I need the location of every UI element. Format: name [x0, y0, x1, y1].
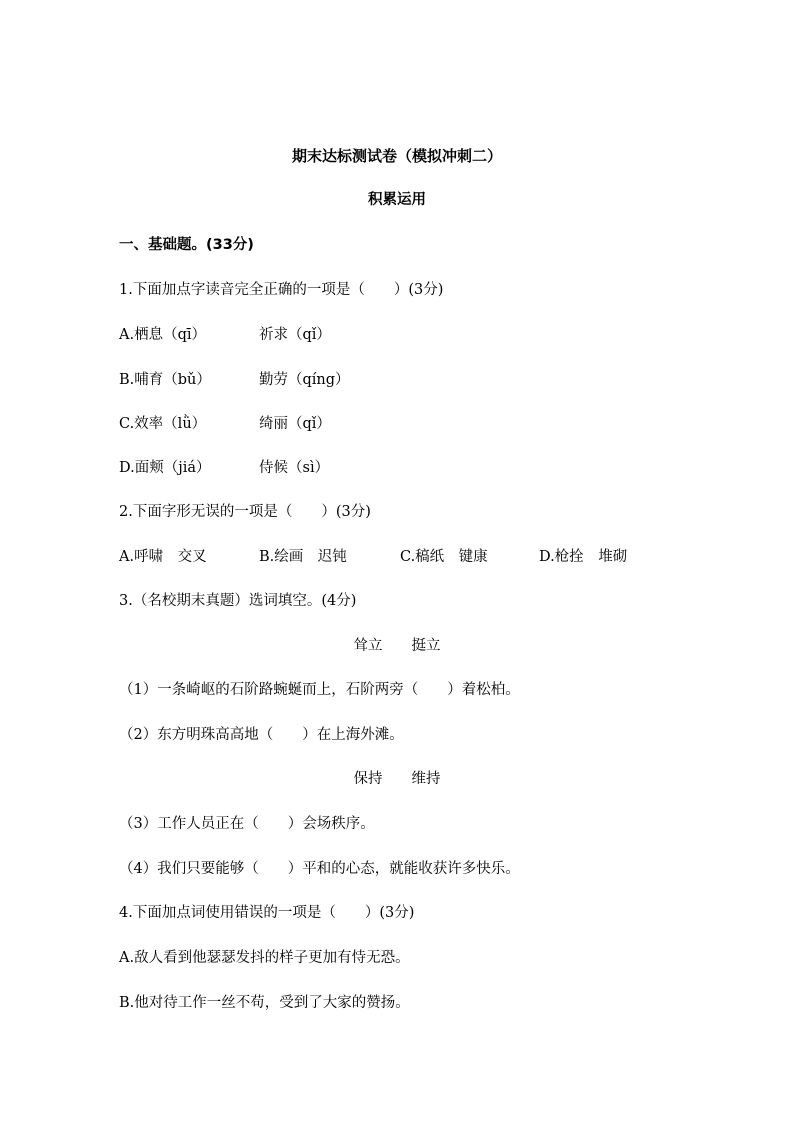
q4-option-b: B.他对待工作一丝不苟，受到了大家的赞扬。: [119, 995, 410, 1011]
question-2-stem: 2.下面字形无误的一项是（ ）(3分): [119, 504, 371, 520]
q2-options: [119, 547, 719, 567]
q1-option-a-word1: A.栖息（qī）: [119, 327, 206, 343]
q1-option-d: [119, 458, 719, 478]
q1-option-b-word2: 勤劳（qíng）: [259, 372, 350, 388]
q1-option-b-word1: B.哺育（bǔ）: [119, 372, 211, 388]
question-3-stem: 3.（名校期末真题）选词填空。(4分): [119, 593, 357, 609]
q2-option-d: D.枪拴 堆砌: [539, 549, 628, 565]
exam-title: 期末达标测试卷（模拟冲刺二）: [291, 147, 502, 165]
q2-option-c: C.稿纸 键康: [400, 549, 488, 565]
q1-option-a: [119, 325, 719, 345]
q3-word-choice-1: 耸立 挺立: [353, 638, 441, 654]
q1-option-c-word2: 绮丽（qǐ）: [259, 416, 331, 432]
q4-option-a: A.敌人看到他瑟瑟发抖的样子更加有恃无恐。: [119, 950, 410, 966]
q3-sentence-1: （1）一条崎岖的石阶路蜿蜒而上，石阶两旁（ ）着松柏。: [119, 682, 520, 698]
q3-sentence-3: （3）工作人员正在（ ）会场秩序。: [119, 816, 375, 832]
q3-word-choice-2: 保持 维持: [353, 771, 441, 787]
q1-option-a-word2: 祈求（qǐ）: [259, 327, 331, 343]
q2-option-b: B.绘画 迟钝: [259, 549, 347, 565]
section-subtitle: 积累运用: [368, 192, 426, 208]
q1-option-c-word1: C.效率（lǜ）: [119, 416, 207, 432]
q3-sentence-2: （2）东方明珠高高地（ ）在上海外滩。: [119, 727, 404, 743]
q1-option-c: [119, 414, 719, 434]
section-heading: 一、基础题。(33分): [119, 237, 254, 253]
q1-option-b: [119, 370, 719, 390]
question-1-stem: 1.下面加点字读音完全正确的一项是（ ）(3分): [119, 282, 444, 298]
question-4-stem: 4.下面加点词使用错误的一项是（ ）(3分): [119, 905, 415, 921]
q1-option-d-word1: D.面颊（jiá）: [119, 460, 211, 476]
q2-option-a: A.呼啸 交叉: [119, 549, 207, 565]
q1-option-d-word2: 侍候（sì）: [259, 460, 330, 476]
q3-sentence-4: （4）我们只要能够（ ）平和的心态，就能收获许多快乐。: [119, 861, 520, 877]
